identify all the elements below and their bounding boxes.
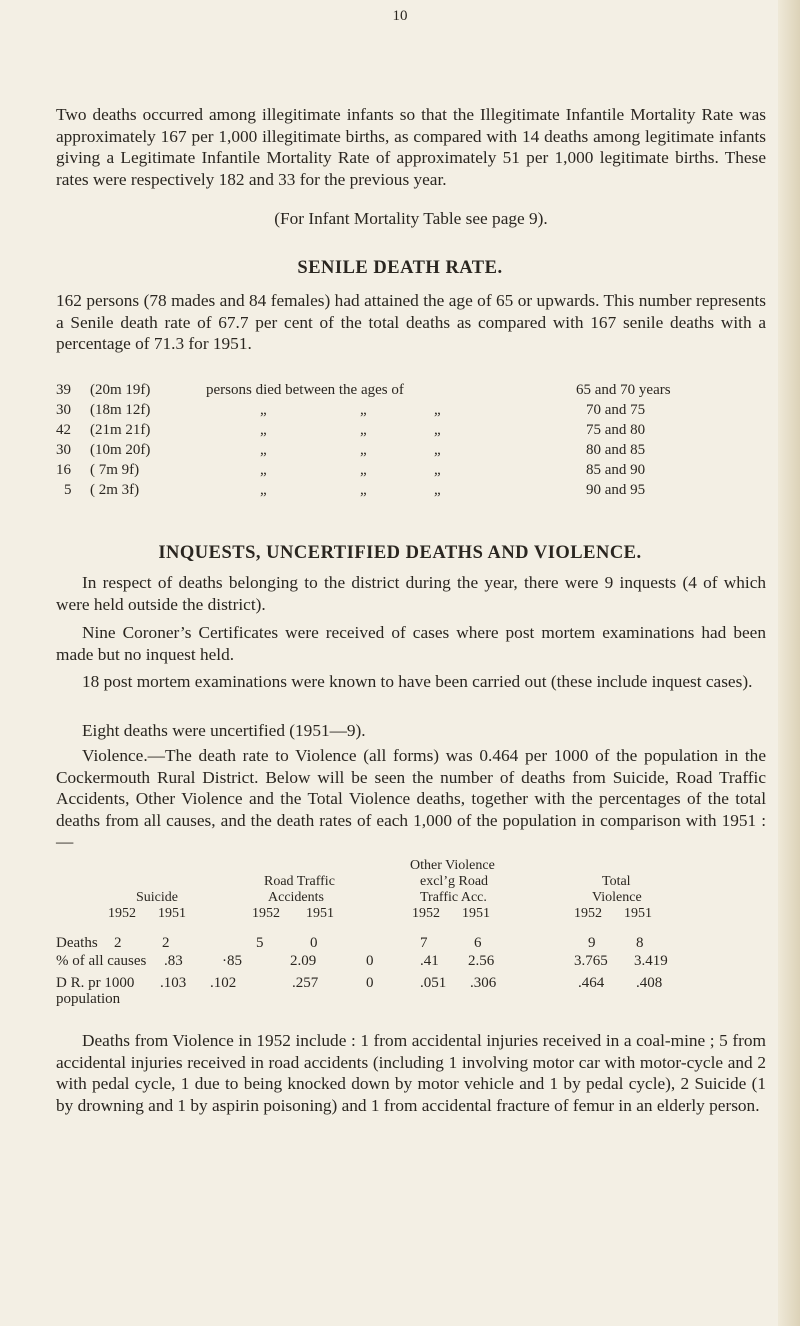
cell: .408 [636,975,663,991]
inquests-paragraph-4: Eight deaths were uncertified (1951—9). [82,721,366,740]
cell: .051 [420,975,447,991]
year-header: 1951 [462,906,490,921]
group-header-other-violence: excl’g Road [420,874,489,889]
cell: .102 [210,975,237,991]
intro-note: (For Infant Mortality Table see page 9). [274,209,548,228]
senile-count: 39 [56,382,71,398]
ditto-mark: „ [360,462,367,478]
senile-row [56,381,766,399]
senile-sex: (10m 20f) [90,442,151,458]
inquests-paragraph-1: In respect of deaths belonging to the district during the year, there were 9 inquests (4 of which were held outside the district). [56,573,766,614]
inquests-paragraph-3: 18 post mortem examinations were known to have been carried out (these include inquest cases). [82,672,753,691]
intro-paragraph: Two deaths occurred among illegitimate infants so that the Illegitimate Infantile Mortality Rate was approximately 167 per 1,000 illegitimate births, as compared with 14 deaths among legitimate infants giving a Legitimate Infantile Mortality Rate of approximately 51 per 1,000 legitimate births. These rates were respectively 182 and 33 for the previous year. [56,105,766,189]
senile-row [56,441,766,459]
senile-range: 65 and 70 years [576,382,671,398]
group-header-road-traffic: Accidents [268,890,324,905]
cell: .464 [578,975,605,991]
ditto-mark: „ [260,422,267,438]
violence-paragraph: Violence.—The death rate to Violence (all forms) was 0.464 per 1000 of the population in the Cockermouth Rural District. Below will be seen the number of deaths from Suicide, Road Traffic Accidents, Other Violence and the Total Violence deaths, together with the percentages of the total deaths from all causes, and the death rates of each 1,000 of the population in comparison with 1951 :— [56,746,766,851]
senile-count: 30 [56,442,71,458]
senile-range: 70 and 75 [586,402,646,418]
ditto-mark: „ [434,462,441,478]
inquests-paragraph-2: Nine Coroner’s Certificates were received of cases where post mortem examinations had been made but no inquest held. [56,623,766,664]
ditto-mark: „ [260,402,267,418]
senile-row [56,401,766,419]
ditto-mark: „ [360,402,367,418]
ditto-mark: „ [434,402,441,418]
cell: 8 [636,935,644,951]
cell: 6 [474,935,482,951]
cell: .306 [470,975,497,991]
senile-text: persons died between the ages of [206,382,404,398]
cell: 2.56 [468,953,495,969]
cell: 3.765 [574,953,608,969]
year-header: 1952 [108,906,136,921]
violence-table [56,850,766,985]
senile-sex: ( 2m 3f) [90,482,140,498]
year-header: 1952 [412,906,440,921]
ditto-mark: „ [260,442,267,458]
year-header: 1951 [158,906,186,921]
senile-sex: ( 7m 9f) [90,462,140,478]
year-header: 1952 [252,906,280,921]
row-label-continued: population [56,991,121,1007]
group-header-road-traffic: Road Traffic [264,874,335,889]
ditto-mark: „ [434,422,441,438]
senile-row [56,481,766,499]
senile-row [56,421,766,439]
violence-table-dr-row [56,975,766,1015]
senile-row [56,461,766,479]
senile-range: 85 and 90 [586,462,646,478]
page-edge-shadow [778,0,800,1326]
senile-count: 42 [56,422,71,438]
cell: 7 [420,935,428,951]
senile-heading: SENILE DEATH RATE. [297,258,503,278]
ditto-mark: „ [360,442,367,458]
inquests-heading: INQUESTS, UNCERTIFIED DEATHS AND VIOLENCE. [158,543,642,563]
ditto-mark: „ [360,482,367,498]
ditto-mark: „ [360,422,367,438]
ditto-mark: „ [260,482,267,498]
ditto-mark: „ [434,442,441,458]
senile-count: 30 [56,402,71,418]
page-number: 10 [392,8,408,24]
cell: ·85 [222,953,242,969]
row-label: Deaths [56,935,98,951]
ditto-mark: „ [260,462,267,478]
year-header: 1951 [306,906,334,921]
senile-range: 75 and 80 [586,422,646,438]
senile-range: 90 and 95 [586,482,646,498]
year-header: 1951 [624,906,652,921]
cell: 2.09 [290,953,317,969]
cell: .103 [160,975,187,991]
senile-sex: (18m 12f) [90,402,151,418]
senile-range: 80 and 85 [586,442,646,458]
cell: 3.419 [634,953,668,969]
senile-count: 5 [64,482,72,498]
cell: 0 [310,935,318,951]
group-header-other-violence: Traffic Acc. [420,890,487,905]
cell: 2 [162,935,170,951]
cell: 9 [588,935,596,951]
closing-paragraph: Deaths from Violence in 1952 include : 1 from accidental injuries received in a coal-mine ; 5 from accidental injuries received in road accidents (including 1 involving motor car with motor-cycle and 2 with pedal cycle, 1 due to being knocked down by motor vehicle and 1 by pedal cycle), 2 Suicide (1 by drowning and 1 by aspirin poisoning) and 1 from accidental fracture of femur in an elderly person. [56,1031,766,1115]
senile-sex: (21m 21f) [90,422,151,438]
cell: 5 [256,935,264,951]
senile-paragraph: 162 persons (78 mades and 84 females) had attained the age of 65 or upwards. This number represents a Senile death rate of 67.7 per cent of the total deaths as compared with 167 senile deaths with a percentage of 71.3 for 1951. [56,291,766,353]
row-label: D R. pr 1000 [56,975,135,991]
cell: .41 [420,953,439,969]
year-header: 1952 [574,906,602,921]
group-header-suicide: Suicide [136,890,178,905]
senile-count: 16 [56,462,71,478]
senile-sex: (20m 19f) [90,382,151,398]
cell: .257 [292,975,319,991]
group-header-other-violence: Other Violence [410,858,495,873]
cell: 0 [366,953,374,969]
cell: .83 [164,953,183,969]
cell: 2 [114,935,122,951]
group-header-total: Total [602,874,631,889]
group-header-total: Violence [592,890,642,905]
cell: 0 [366,975,374,991]
row-label: % of all causes [56,953,147,969]
ditto-mark: „ [434,482,441,498]
